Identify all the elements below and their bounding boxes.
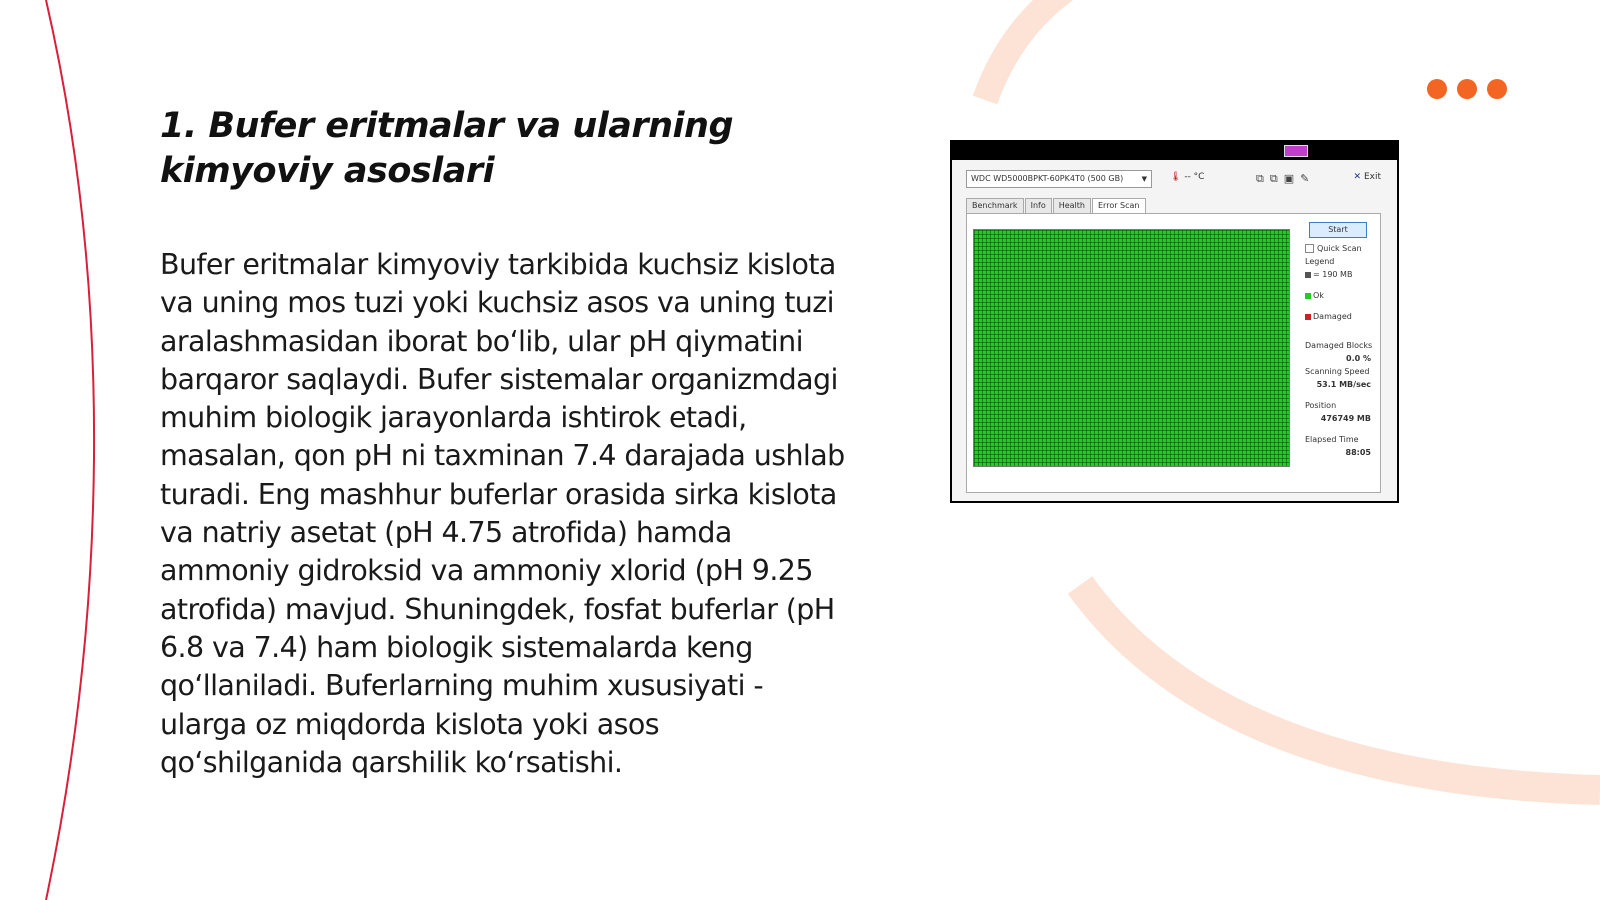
toolbar [966,170,1387,190]
legend-ok-label: Ok [1313,291,1324,300]
ok-swatch-icon [1305,293,1311,299]
dot-1 [1427,79,1447,99]
damaged-blocks-label: Damaged Blocks [1305,341,1373,350]
position-label: Position [1305,401,1337,410]
scan-speed-value: 53.1 MB/sec [1316,380,1371,389]
bottom-peach-arc [1080,585,1600,790]
tab-benchmark[interactable]: Benchmark [966,198,1024,214]
save-icon[interactable]: ▣ [1283,172,1301,185]
error-scan-screenshot [950,140,1399,503]
exit-button[interactable] [1354,172,1381,182]
scan-block-grid [973,229,1290,467]
options-icon[interactable]: ✎ [1300,172,1316,185]
top-peach-arc [985,0,1065,100]
quick-scan-checkbox[interactable] [1305,242,1377,255]
legend-block-size [1305,268,1377,281]
exit-label: Exit [1363,172,1381,182]
tab-bar [966,198,1147,214]
temperature-readout [1170,172,1204,182]
scan-sidebar [1305,222,1377,459]
scan-speed-label: Scanning Speed [1305,367,1370,376]
dot-2 [1457,79,1477,99]
decorative-dots [1427,79,1507,99]
slide-body-text: Bufer eritmalar kimyoviy tarkibida kuchsiz kislota va uning mos tuzi yoki kuchsiz asos va uning tuzi aralashmasidan iborat bo‘lib, ular pH qiymatini barqaror saqlaydi. Bufer sistemalar organizmdagi muhim biologik jarayonlarda ishtirok etadi, masalan, qon pH ni taxminan 7.4 darajada ushlab turadi. Eng mashhur buferlar orasida sirka kislota va natriy asetat (pH 4.75 atrofida) hamda ammoniy gidroksid va ammoniy xlorid (pH 9.25 atrofida) mavjud. Shuningdek, fosfat buferlar (pH 6.8 va 7.4) ham biologik sistemalarda keng qo‘llaniladi. Buferlarning muhim xususiyati - ularga oz miqdorda kislota yoki asos qo‘shilganida qarshilik ko‘rsatishi. [160,248,845,779]
tab-info[interactable]: Info [1025,198,1052,214]
position-value: 476749 MB [1320,414,1371,423]
damaged-swatch-icon [1305,314,1311,320]
toolbar-icons [1256,172,1315,186]
elapsed-time-value: 88:05 [1345,448,1371,457]
legend-ok [1305,289,1377,302]
chevron-down-icon: ▼ [1141,175,1147,183]
titlebar-app-icon [1284,145,1308,157]
left-red-arc-line [46,0,94,900]
tab-error-scan[interactable]: Error Scan [1092,198,1146,214]
start-button[interactable]: Start [1309,222,1367,238]
legend-heading: Legend [1305,257,1335,266]
block-swatch-icon [1305,272,1311,278]
legend-damaged-label: Damaged [1313,312,1352,321]
legend-damaged [1305,310,1377,323]
close-icon: ✕ [1353,172,1362,182]
legend-block-size-label: = 190 MB [1313,270,1353,279]
window-titlebar [952,142,1397,160]
thermometer-icon: 🌡 [1170,172,1182,182]
temperature-value: -- °C [1184,172,1205,182]
elapsed-time-label: Elapsed Time [1305,435,1359,444]
copy-icon[interactable]: ⧉ [1256,172,1270,185]
checkbox-icon [1305,244,1314,253]
tab-health[interactable]: Health [1053,198,1091,214]
damaged-blocks-value: 0.0 % [1346,354,1371,363]
slide-title: 1. Bufer eritmalar va ularning kimyoviy asoslari [160,106,734,191]
error-scan-panel [966,213,1381,493]
dot-3 [1487,79,1507,99]
quick-scan-label: Quick Scan [1317,244,1362,253]
drive-select-value: WDC WD5000BPKT-60PK4T0 (500 GB) [971,174,1124,183]
drive-select[interactable] [966,170,1152,188]
copy-text-icon[interactable]: ⧉ [1269,172,1284,185]
